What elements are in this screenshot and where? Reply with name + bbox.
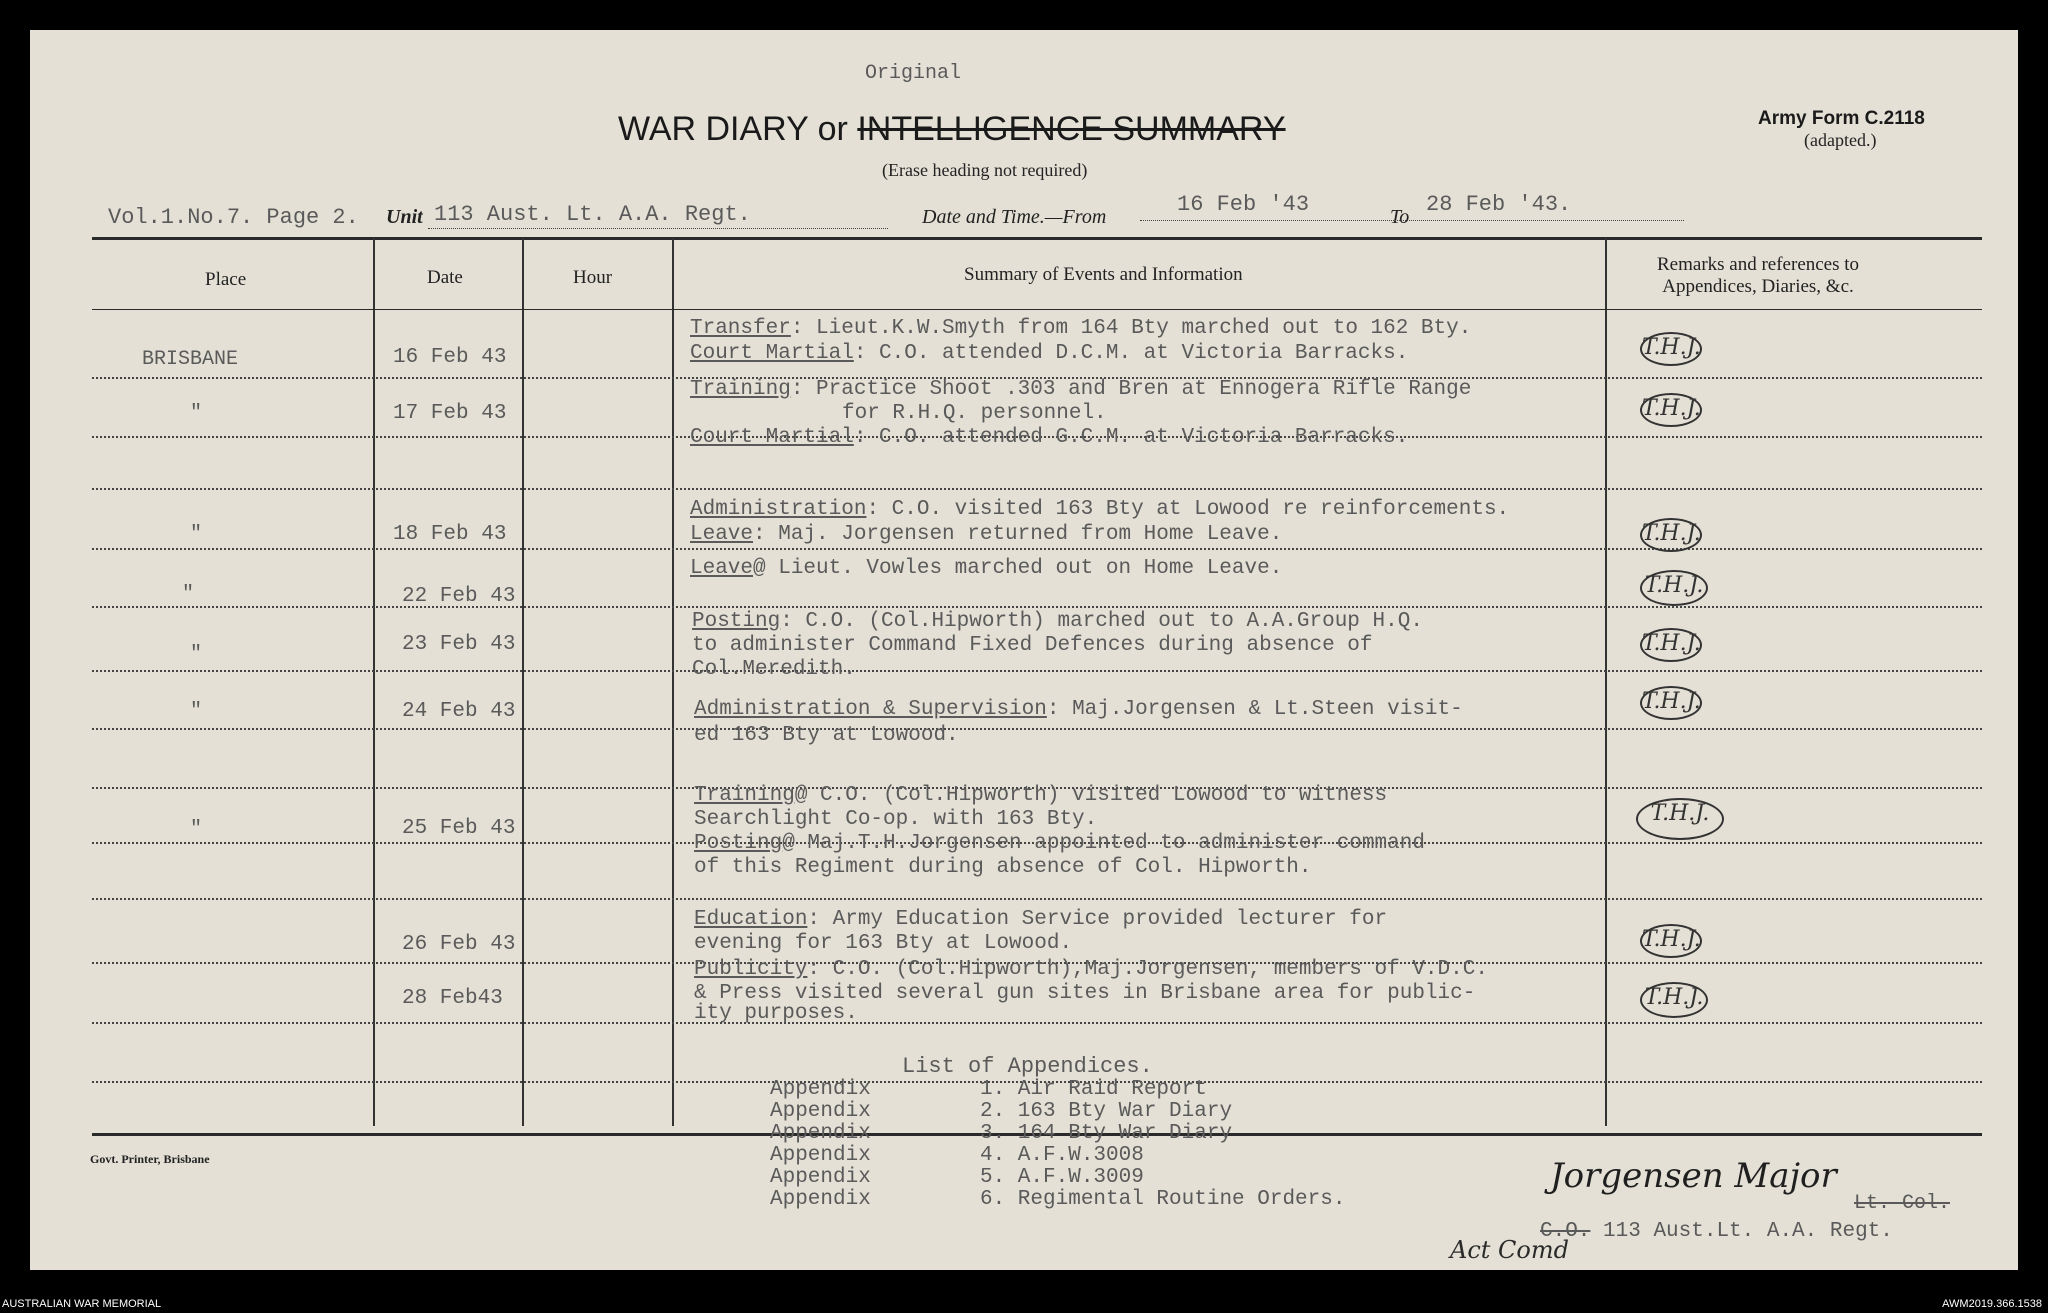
initials-stamp: T.H.J. (1636, 798, 1724, 840)
entry-line (694, 784, 1387, 807)
footer-accession: AWM2019.366.1538 (1942, 1298, 2042, 1310)
col-header-place: Place (205, 269, 247, 290)
entry-line: for R.H.Q. personnel. (842, 402, 1107, 425)
col-header-remarks (1657, 254, 1859, 298)
original-stamp: Original (865, 62, 962, 85)
entry-line (690, 498, 1509, 521)
entry-text: : Lieut.K.W.Smyth from 164 Bty marched out to 162 Bty. (790, 317, 1472, 340)
army-form-label: Army Form C.2118 (1758, 108, 1925, 129)
entry-line (690, 317, 1471, 340)
date-from-value: 16 Feb '43 (1177, 192, 1310, 217)
appendix-item: 3. 164 Bty War Diary (980, 1122, 1233, 1145)
date-from-label: Date and Time.—From (922, 206, 1107, 228)
entry-text: : Maj. Jorgensen returned from Home Leave. (753, 523, 1283, 546)
entry-heading: Leave (690, 557, 754, 580)
entry-heading: Education (694, 908, 808, 931)
row-rule (92, 898, 1982, 900)
signature-unit (1540, 1220, 1893, 1243)
date-cell: 25 Feb 43 (402, 817, 516, 840)
initials-stamp: T.H.J. (1640, 518, 1702, 552)
entry-line (694, 698, 1463, 721)
entry-line: of this Regiment during absence of Col. Hipworth. (694, 856, 1312, 879)
initials-stamp: T.H.J. (1640, 628, 1702, 662)
appendices-title: List of Appendices. (902, 1054, 1153, 1079)
form-title (618, 110, 1286, 149)
date-dotline (1140, 220, 1684, 221)
entry-text: : Army Education Service provided lecturer for (807, 908, 1388, 931)
title-intelligence-summary: INTELLIGENCE SUMMARY (857, 110, 1286, 148)
place-cell: " (190, 523, 203, 546)
col-divider-date (522, 238, 524, 1126)
row-rule (92, 606, 1982, 608)
regiment-name: 113 Aust.Lt. A.A. Regt. (1603, 1220, 1893, 1243)
appendix-labels (770, 1079, 871, 1211)
entry-line (694, 958, 1488, 981)
unit-value: 113 Aust. Lt. A.A. Regt. (434, 202, 751, 227)
appendix-label: Appendix (770, 1166, 871, 1189)
col-divider-hour (672, 238, 674, 1126)
entry-line (690, 426, 1408, 449)
entry-line: to administer Command Fixed Defences during absence of (692, 634, 1373, 657)
place-cell: " (190, 402, 203, 425)
col-divider-summary (1605, 238, 1607, 1126)
entry-text: : C.O. attended D.C.M. at Victoria Barracks. (853, 342, 1409, 365)
entry-line (690, 557, 1282, 580)
date-to-value: 28 Feb '43. (1426, 192, 1572, 217)
initials-stamp: T.H.J. (1640, 393, 1702, 427)
col-header-hour: Hour (573, 267, 613, 288)
diary-page (30, 30, 2018, 1270)
entry-heading: Training (690, 378, 791, 401)
entry-text: : Maj.Jorgensen & Lt.Steen visit- (1046, 698, 1463, 721)
entry-line (690, 342, 1408, 365)
rank-struck: Lt. Col. (1854, 1192, 1951, 1215)
entry-heading: Publicity (694, 958, 808, 981)
place-cell: BRISBANE (142, 348, 239, 371)
place-cell: " (182, 583, 195, 606)
entry-text: : C.O. attended G.C.M. at Victoria Barracks. (853, 426, 1409, 449)
date-cell: 23 Feb 43 (402, 633, 516, 656)
appendix-item: 4. A.F.W.3008 (980, 1144, 1144, 1167)
appendix-item: 5. A.F.W.3009 (980, 1166, 1144, 1189)
unit-dotline (428, 228, 888, 229)
entry-text: : C.O. (Col.Hipworth) marched out to A.A.Group H.Q. (780, 610, 1423, 633)
entry-heading: Administration (690, 498, 867, 521)
appendix-label: Appendix (770, 1188, 871, 1211)
appendix-label: Appendix (770, 1100, 871, 1123)
signature: Jorgensen Major (1550, 1156, 1837, 1196)
entry-heading: Posting (692, 610, 781, 633)
title-war-diary: WAR DIARY or (618, 110, 858, 148)
date-cell: 24 Feb 43 (402, 700, 516, 723)
row-rule (92, 670, 1982, 672)
entry-line: Searchlight Co-op. with 163 Bty. (694, 808, 1098, 831)
date-cell: 16 Feb 43 (393, 346, 507, 369)
col-divider-place (373, 238, 375, 1126)
entry-line: ed 163 Bty at Lowood. (694, 724, 959, 747)
date-cell: 26 Feb 43 (402, 933, 516, 956)
header-bottom-rule (92, 309, 1982, 310)
row-rule (92, 488, 1982, 490)
entry-line: Col.Meredith. (692, 658, 856, 681)
appendix-item: 6. Regimental Routine Orders. (980, 1188, 1346, 1211)
volume-page: Vol.1.No.7. Page 2. (108, 205, 359, 230)
entry-text: @ Maj.T.H.Jorgensen appointed to administer command (782, 832, 1425, 855)
date-cell: 22 Feb 43 (402, 585, 516, 608)
date-cell: 28 Feb43 (402, 987, 503, 1010)
act-comd-note: Act Comd (1450, 1236, 1569, 1264)
col-header-date: Date (427, 267, 463, 288)
remarks-header-line2: Appendices, Diaries, &c. (1662, 276, 1854, 297)
date-cell: 17 Feb 43 (393, 402, 507, 425)
appendix-label: Appendix (770, 1078, 871, 1101)
row-rule (92, 1022, 1982, 1024)
row-rule (92, 548, 1982, 550)
co-struck: C.O. (1540, 1220, 1591, 1243)
initials-stamp: T.H.J. (1640, 924, 1702, 958)
appendix-item: 1. Air Raid Report (980, 1078, 1207, 1101)
place-cell: " (190, 700, 203, 723)
entry-heading: Leave (690, 523, 754, 546)
appendix-list (980, 1079, 1345, 1211)
place-cell: " (190, 818, 203, 841)
appendix-item: 2. 163 Bty War Diary (980, 1100, 1233, 1123)
printer-imprint: Govt. Printer, Brisbane (90, 1152, 210, 1166)
appendix-label: Appendix (770, 1122, 871, 1145)
entry-text: : Practice Shoot .303 and Bren at Ennogera Rifle Range (790, 378, 1472, 401)
entry-text: : C.O. (Col.Hipworth),Maj.Jorgensen, members of V.D.C. (807, 958, 1488, 981)
date-cell: 18 Feb 43 (393, 523, 507, 546)
entry-line (694, 832, 1425, 855)
entry-line: ity purposes. (694, 1002, 858, 1025)
col-header-summary: Summary of Events and Information (964, 264, 1243, 285)
entry-line (690, 378, 1471, 401)
initials-stamp: T.H.J. (1640, 982, 1708, 1018)
adapted-label: (adapted.) (1804, 130, 1877, 150)
footer-source: AUSTRALIAN WAR MEMORIAL (2, 1298, 162, 1310)
initials-stamp: T.H.J. (1640, 570, 1708, 606)
place-cell: " (190, 643, 203, 666)
entry-heading: Court Martial (690, 426, 854, 449)
unit-label: Unit (386, 206, 423, 228)
row-rule (92, 728, 1982, 730)
entry-heading: Posting (694, 832, 783, 855)
initials-stamp: T.H.J. (1640, 332, 1702, 366)
entry-line (692, 610, 1423, 633)
entry-heading: Administration & Supervision (694, 698, 1047, 721)
remarks-header-line1: Remarks and references to (1657, 254, 1860, 275)
entry-text: @ C.O. (Col.Hipworth) visited Lowood to witness (794, 784, 1388, 807)
initials-stamp: T.H.J. (1640, 686, 1702, 720)
entry-line (694, 908, 1387, 931)
entry-text: : C.O. visited 163 Bty at Lowood re reinforcements. (866, 498, 1510, 521)
entry-heading: Court Martial (690, 342, 854, 365)
entry-line: & Press visited several gun sites in Brisbane area for public- (694, 982, 1476, 1005)
entry-line (690, 523, 1282, 546)
entry-heading: Transfer (690, 317, 791, 340)
table-top-rule (92, 237, 1982, 240)
to-label: To (1390, 206, 1410, 228)
entry-text: @ Lieut. Vowles marched out on Home Leave. (753, 557, 1283, 580)
entry-line: evening for 163 Bty at Lowood. (694, 932, 1073, 955)
entry-heading: Training (694, 784, 795, 807)
appendix-label: Appendix (770, 1144, 871, 1167)
erase-note: (Erase heading not required) (882, 160, 1088, 180)
